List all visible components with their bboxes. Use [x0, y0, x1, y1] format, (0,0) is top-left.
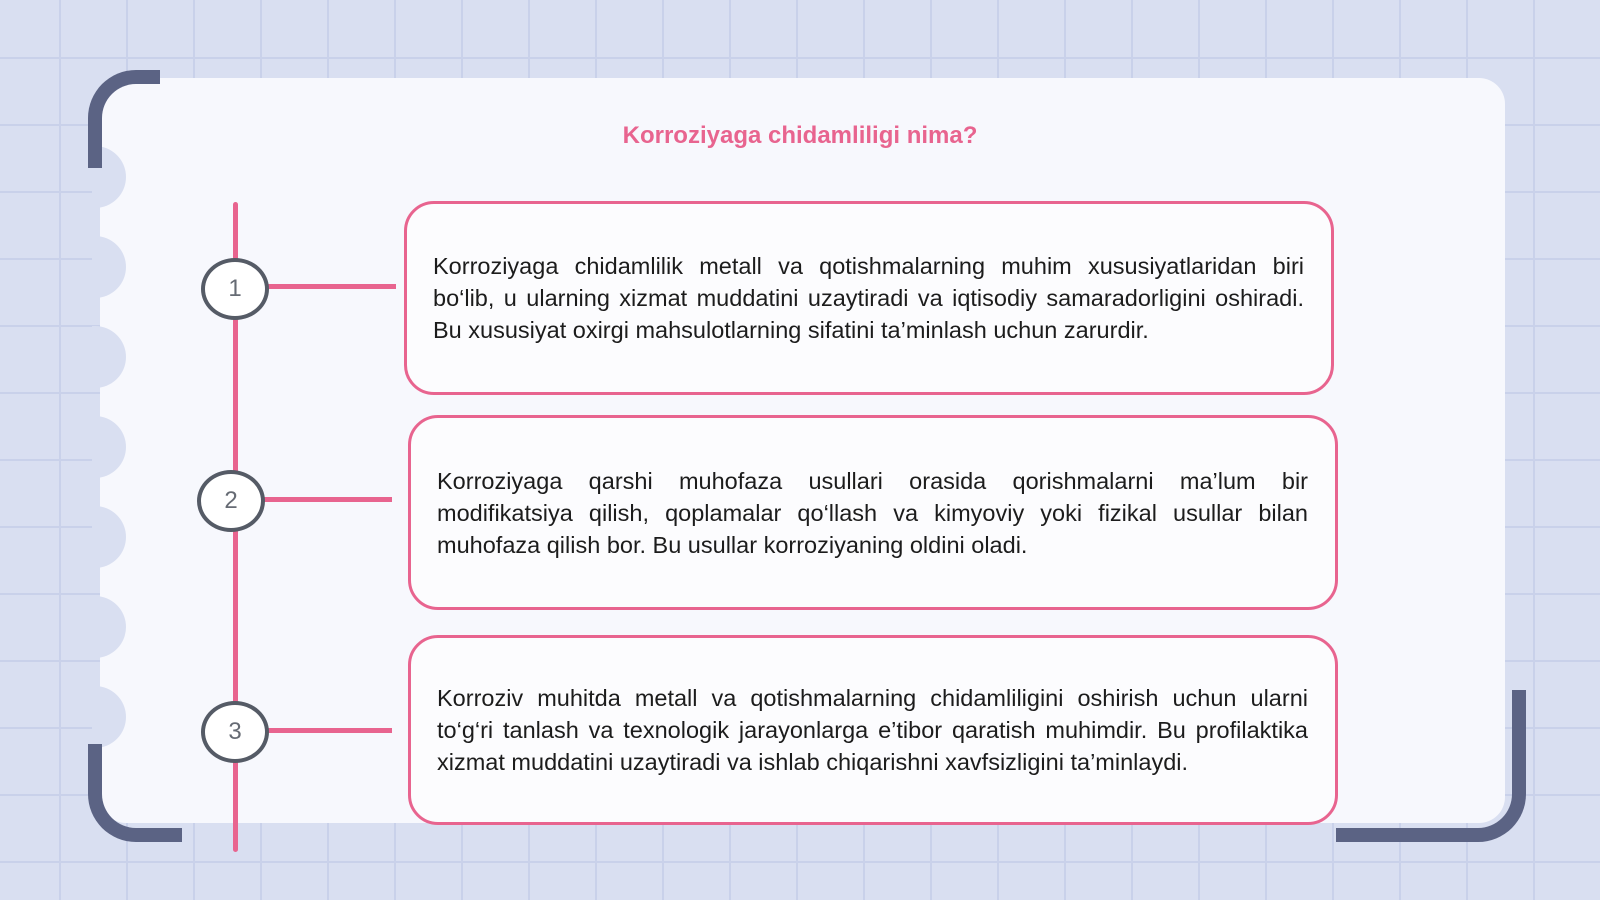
step-text: Korroziyaga qarshi muhofaza usullari orasida qorishmalarni ma’lum bir modifikatsiya qilish, qoplamalar qo‘llash va kimyoviy yoki fizikal usullar bilan muhofaza qilish bor. Bu usullar korroziyaning oldini oladi.: [437, 467, 1308, 558]
step-number-badge: [201, 701, 269, 763]
step-text: Korroziv muhitda metall va qotishmalarning chidamliligini oshirish uchun ularni to‘g‘ri tanlash va texnologik jarayonlarga e’tibor qaratish muhimdir. Bu profilaktika xizmat muddatini uzaytiradi va ishlab chiqarishni xavfsizligini ta’minlaydi.: [437, 685, 1308, 775]
timeline-connector: [262, 728, 392, 733]
step-number: 1: [228, 275, 242, 302]
timeline-connector: [258, 497, 392, 502]
step-number: 3: [228, 718, 242, 745]
step-card: [408, 635, 1338, 825]
timeline-connector: [262, 284, 396, 289]
slide-title: Korroziyaga chidamliligi nima?: [622, 122, 978, 149]
step-card: [408, 415, 1338, 610]
step-number-badge: [201, 258, 269, 320]
corner-bracket-top-left: [88, 70, 160, 168]
corner-bracket-bottom-right: [1336, 690, 1526, 842]
step-number-badge: [197, 470, 265, 532]
corner-bracket-bottom-left: [88, 744, 182, 842]
step-text: Korroziyaga chidamlilik metall va qotishmalarning muhim xususiyatlaridan biri bo‘lib, u ularning xizmat muddatini uzaytiradi va iqtisodiy samaradorligini oshiradi. Bu xususiyat oxirgi mahsulotlarning sifatini ta’minlash uchun zarurdir.: [433, 253, 1304, 343]
step-card: [404, 201, 1334, 395]
step-number: 2: [224, 487, 238, 514]
